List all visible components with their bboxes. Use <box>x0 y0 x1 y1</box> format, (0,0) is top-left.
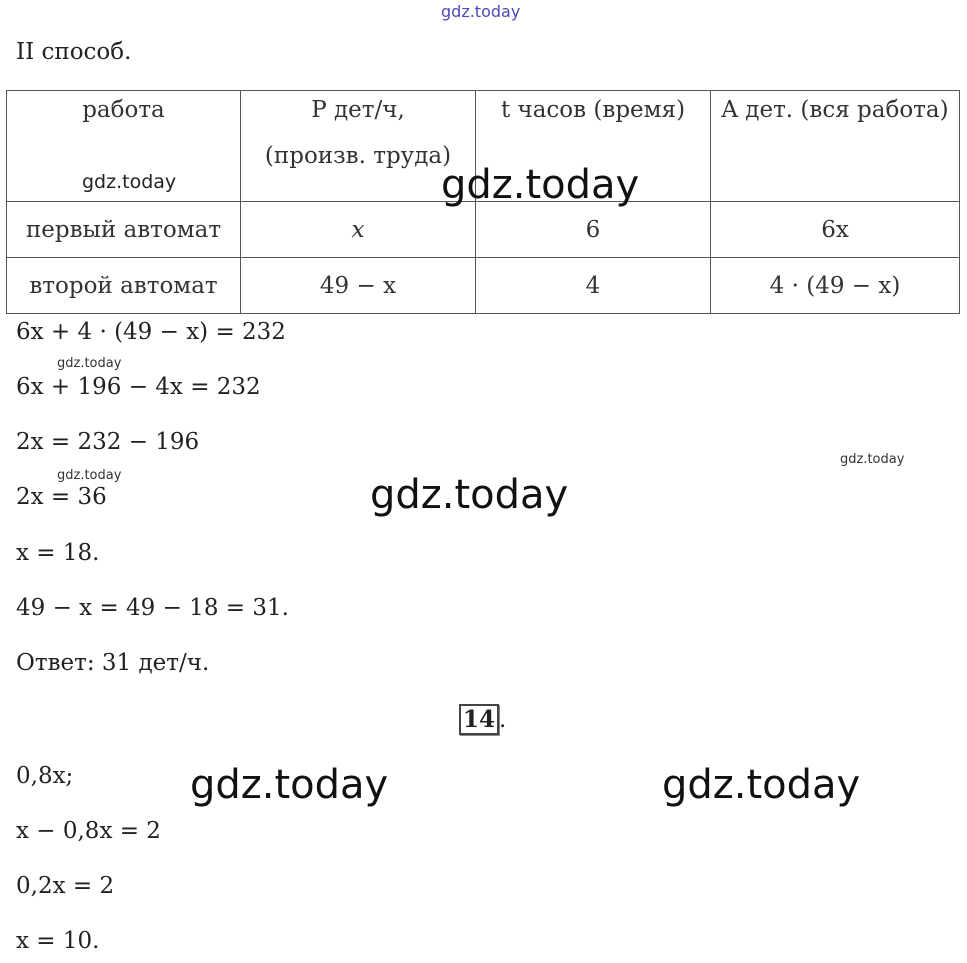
watermark-small-right: gdz.today <box>840 452 905 467</box>
problem-number-box <box>459 706 506 734</box>
answer-line: Ответ: 31 дет/ч. <box>16 650 210 676</box>
row2-time: 4 <box>476 258 711 314</box>
equation-line: 6x + 196 − 4x = 232 <box>16 374 261 400</box>
equation-line: 49 − x = 49 − 18 = 31. <box>16 595 289 621</box>
watermark-top: gdz.today <box>441 2 521 21</box>
watermark-table: gdz.today <box>441 162 640 208</box>
problem-number-dot: . <box>499 707 507 733</box>
watermark-bottom-right: gdz.today <box>662 762 861 808</box>
header-productivity-sublabel: (произв. труда) <box>264 143 452 169</box>
watermark-bottom-left: gdz.today <box>190 762 389 808</box>
method-heading: II способ. <box>16 39 132 65</box>
row1-total: 6x <box>711 202 960 258</box>
problem-line: 0,2x = 2 <box>16 873 115 899</box>
table-row <box>7 202 960 258</box>
watermark-table-cell: gdz.today <box>82 171 177 193</box>
watermark-center: gdz.today <box>370 472 569 518</box>
problem-line: x = 10. <box>16 928 100 954</box>
header-productivity-label: P дет/ч, <box>311 97 405 123</box>
problem-line: 0,8x; <box>16 763 74 789</box>
row2-name: второй автомат <box>7 258 241 314</box>
watermark-small: gdz.today <box>57 468 122 483</box>
header-cell-total <box>711 91 960 202</box>
header-total-label: A дет. (вся работа) <box>721 97 949 123</box>
row1-productivity-value: x <box>351 216 365 243</box>
header-work-label: работа <box>82 97 165 123</box>
equation-line: 2x = 36 <box>16 484 107 510</box>
row2-total: 4 · (49 − x) <box>711 258 960 314</box>
row1-productivity <box>241 202 476 258</box>
row2-productivity: 49 − x <box>241 258 476 314</box>
problem-line: x − 0,8x = 2 <box>16 818 161 844</box>
table-row <box>7 258 960 314</box>
watermark-small: gdz.today <box>57 356 122 371</box>
equation-line: x = 18. <box>16 540 100 566</box>
row1-name: первый автомат <box>7 202 241 258</box>
equation-line: 2x = 232 − 196 <box>16 429 200 455</box>
equation-line: 6x + 4 · (49 − x) = 232 <box>16 319 286 345</box>
problem-number: 14 <box>459 704 499 735</box>
row1-time: 6 <box>476 202 711 258</box>
header-time-label: t часов (время) <box>500 97 686 123</box>
